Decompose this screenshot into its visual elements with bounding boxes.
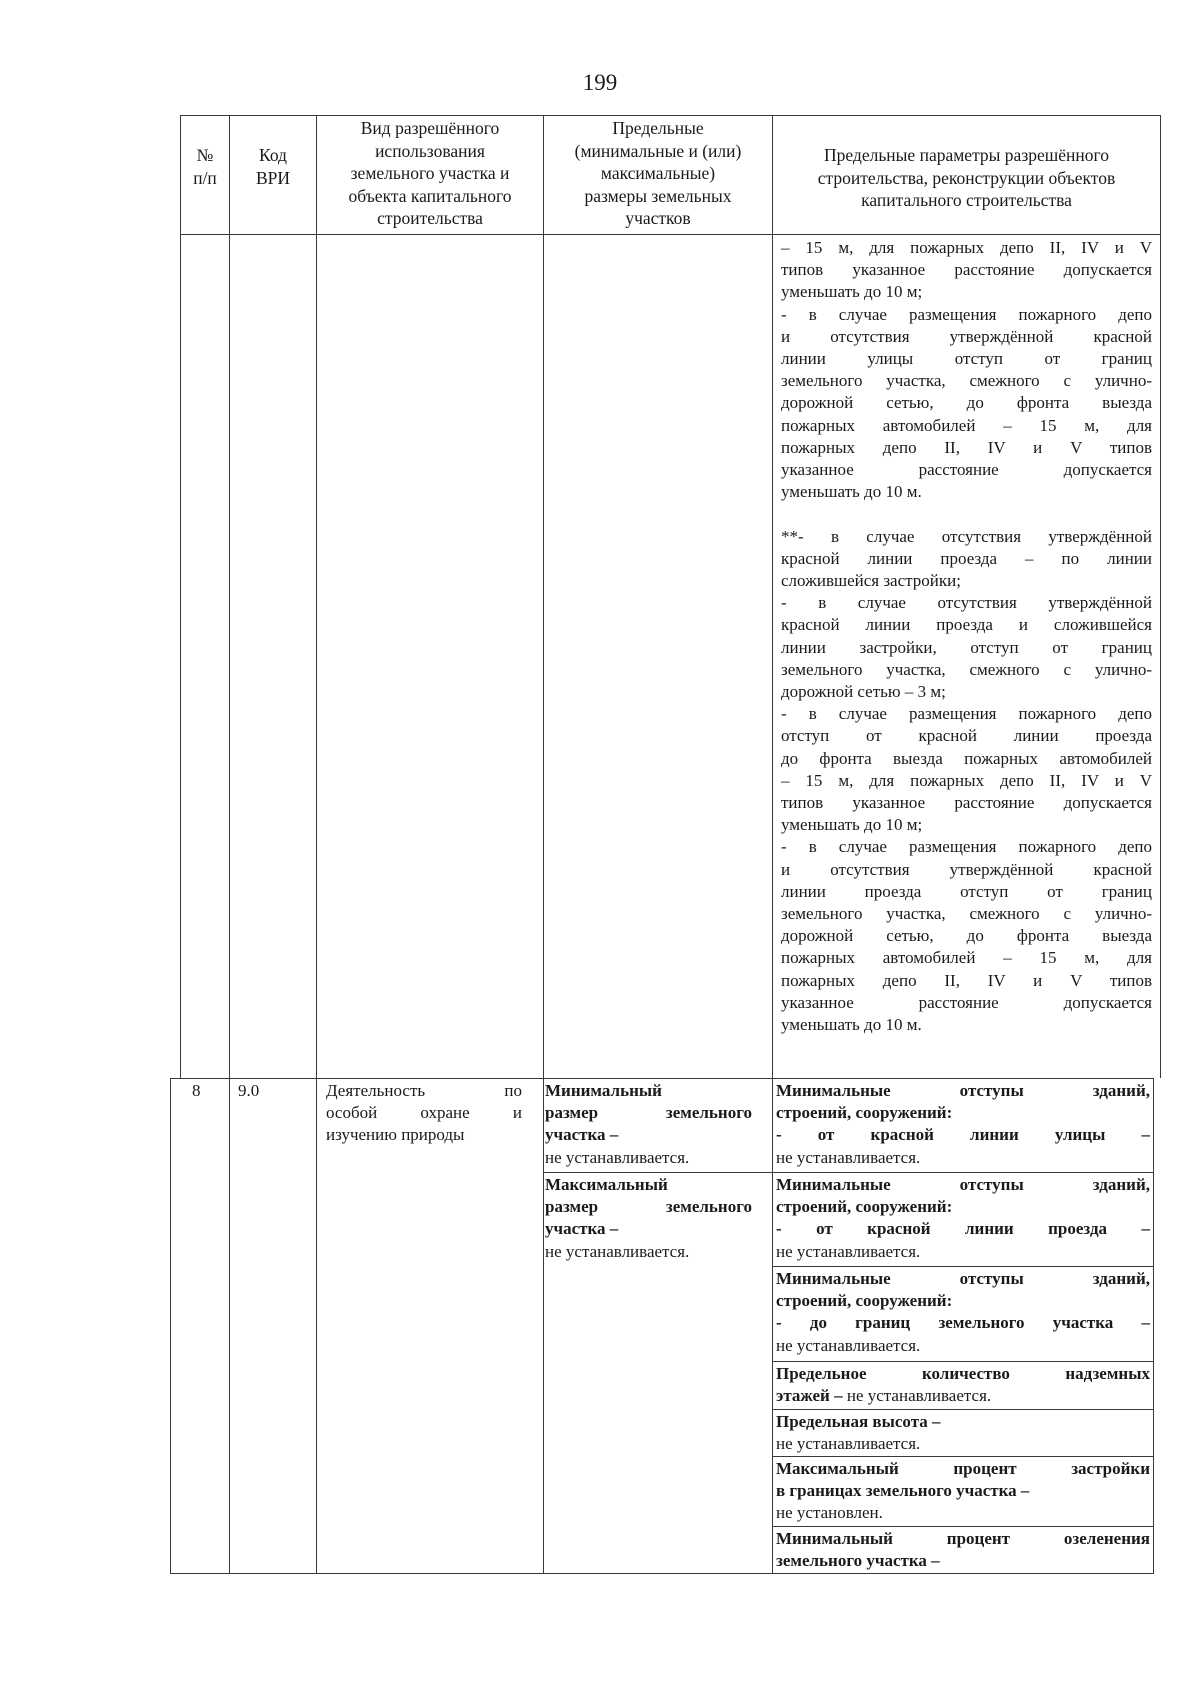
row8-param-max-coverage: Максимальный процент застройки в границах земельного участка – не установлен. (776, 1459, 1150, 1523)
row8-param-floors: Предельное количество надземных этажей – не устанавливается. (776, 1364, 1150, 1406)
row8-max-size: Максимальный размер земельного участка – не устанавливается. (545, 1175, 752, 1261)
row8-param-red-line-passage: Минимальные отступы зданий, строений, сооружений: - от красной линии проезда – не устанавливается. (776, 1175, 1150, 1261)
header-sizes: Предельные (минимальные и (или) максимальные) размеры земельных участков (574, 118, 742, 228)
header-params: Предельные параметры разрешённого строительства, реконструкции объектов капитального строительства (817, 145, 1116, 210)
row8-param-red-line-street: Минимальные отступы зданий, строений, сооружений: - от красной линии улицы – не устанавливается. (776, 1081, 1150, 1167)
header-num: № п/п (193, 145, 217, 188)
row8-num: 8 (192, 1081, 201, 1100)
header-vid: Вид разрешённого использования земельного участка и объекта капитального строительства (348, 118, 512, 228)
continuation-text: – 15 м, для пожарных депо II, IV и V типов указанное расстояние допускается уменьшать до 10 м; - в случае размещения пожарного депо и отсутствия утверждённой красной линии улицы отступ от границ земельного участка, смежного с улично- дорожной сетью, до фронта выезда пожарных автомобилей – 15 м, для пожарных депо II, IV и V типов указанное расстояние допускается уменьшать до 10 м. **- в случае отсутствия утверждённой красной линии проезда – по линии сложившейся застройки; - в случае отсутствия утверждённой красной линии проезда и сложившейся линии застройки, отступ от границ земельного участка, смежного с улично- дорожной сетью – 3 м; - в случае размещения пожарного депо отступ от красной линии проезда до фронта выезда пожарных автомобилей – 15 м, для пожарных депо II, IV и V типов указанное расстояние допускается уменьшать до 10 м; - в случае размещения пожарного депо и отсутствия утверждённой красной линии проезда отступ от границ земельного участка, смежного с улично- дорожной сетью, до фронта выезда пожарных автомобилей – 15 м, для пожарных депо II, IV и V типов указанное расстояние допускается уменьшать до 10 м. (781, 238, 1152, 1035)
row8-code: 9.0 (238, 1081, 260, 1100)
row8-vid: Деятельность по особой охране и изучению природы (326, 1081, 522, 1145)
row8-param-min-greening: Минимальный процент озеленения земельного участка – (776, 1529, 1150, 1571)
page-number: 199 (582, 70, 618, 95)
row8-param-height: Предельная высота – не устанавливается. (776, 1412, 941, 1454)
row8-param-plot-boundary: Минимальные отступы зданий, строений, сооружений: - до границ земельного участка – не устанавливается. (776, 1269, 1150, 1355)
row8-min-size: Минимальный размер земельного участка – не устанавливается. (545, 1081, 752, 1167)
header-code: Код ВРИ (255, 145, 291, 188)
